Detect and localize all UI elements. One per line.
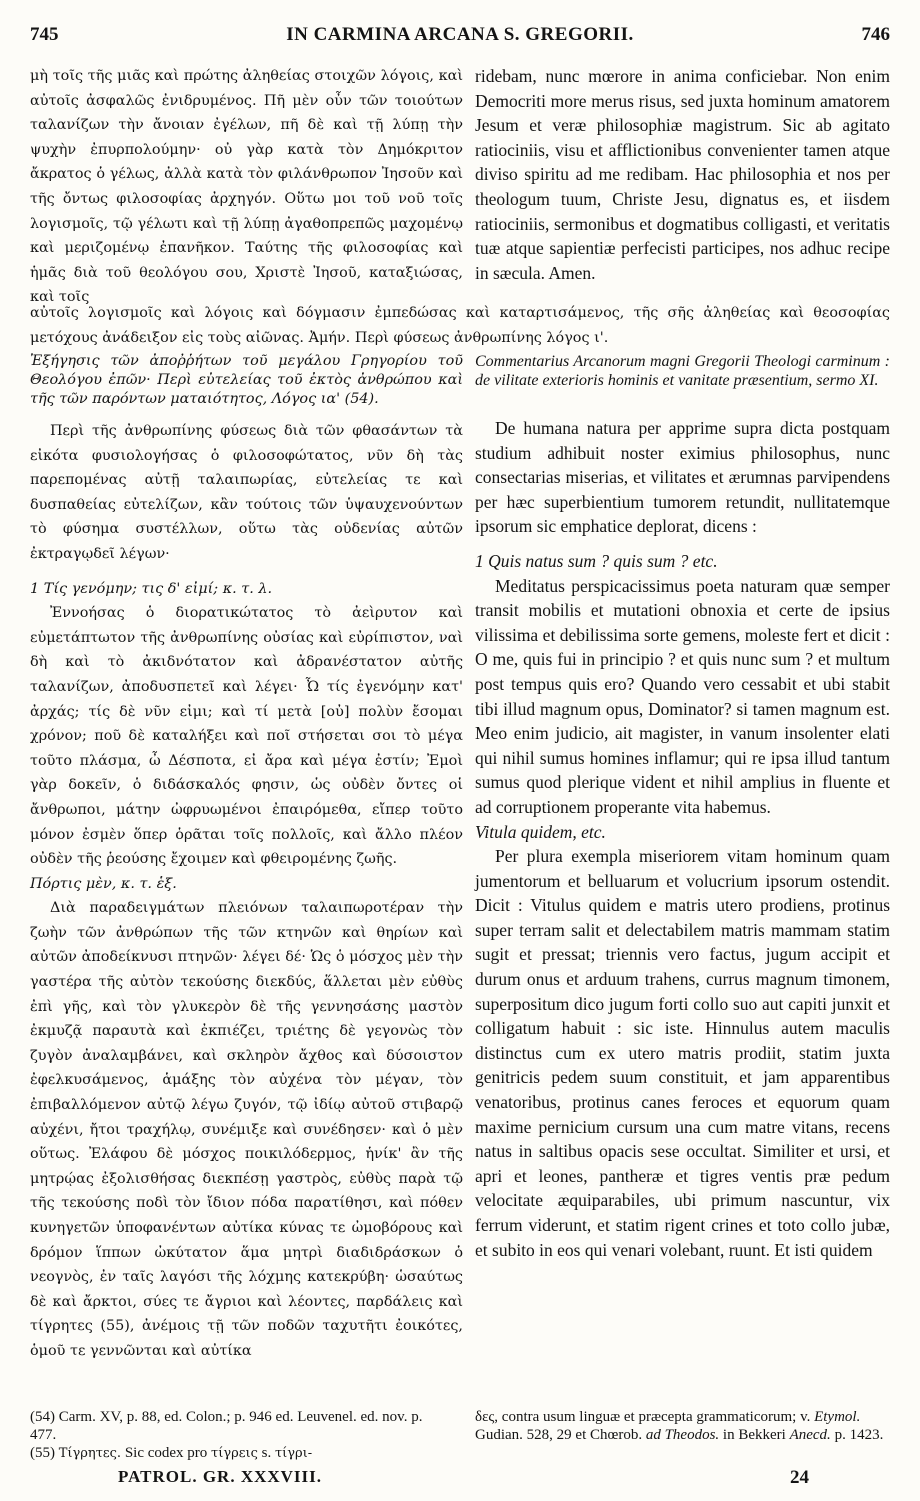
signature-mark: 24 <box>790 1467 809 1488</box>
page-number-right: 746 <box>861 24 890 45</box>
spanning-greek-lines <box>30 301 890 350</box>
greek-paragraph: Διὰ παραδειγμάτων πλειόνων ταλαιπωροτέραν τὴν ζωὴν τῶν ἀνθρώπων τῆς τῶν κτηνῶν καὶ θηρίων καὶ αὐτῶν ἀποδείκνυσι πτηνῶν· λέγει δέ· Ὡς ὁ μόσχος μὲν τὴν γαστέρα τῆς αὐτὸν τεκούσης διεκδύς, ἅλλεται μὲν εὐθὺς ἐπὶ γῆς, καὶ τὸν γλυκερὸν δὲ τῆς γεννησάσης μαστὸν ἐκμυζᾷ παραυτὰ καὶ ἐκπιέζει, τριέτης δὲ γεγονὼς τὸν ζυγὸν ἀναλαμβάνει, καὶ σκληρὸν ἄχθος καὶ δύσοιστον ἐφελκυσάμενος, ἁμάξης τὸν αὐχένα τὸν μέγαν, τὸν ἐπιβαλλόμενον αὐτῷ λέγω ζυγόν, τῷ ἰδίῳ αὐτοῦ στιβαρῷ αὐχένι, ἤτοι τραχήλῳ, συνέμιξε καὶ συνέδησεν· καὶ ὁ μὲν οὕτως. Ἐλάφου δὲ μόσχος ποικιλόδερμος, ἡνίκ' ἂν τῆς μητρῴας ἐξολισθήσας διεκπέσῃ γαστρὸς, εὐθὺς παρὰ τῷ τῆς τεκούσης ποδὶ τὸν ἴδιον πόδα παρατίθησι, καὶ πόθεν κυνηγετῶν ὑποφανέντων αὐτίκα κύνας τε ὠμοβόρους καὶ δρόμον ἵππων ὠκύτατον ἅμα μητρὶ διαδιδράσκων ὁ νεογνὸς, ἐν ταῖς λαγόσι τῆς λόχμης κατεκρύβη· ὡσαύτως δὲ καὶ ἄρκτοι, σύες τε ἄγριοι καὶ λέοντες, παρδάλεις καὶ τίγρητες (55), ἀνέμοις τῇ τῶν ποδῶν ταχυτῆτι ἐοικότες, ὁμοῦ τε γεννῶνται καὶ αὐτίκα <box>30 900 463 1359</box>
footnote-italic: Etymol. <box>814 1409 861 1425</box>
greek-paragraph: μὴ τοῖς τῆς μιᾶς καὶ πρώτης ἀληθείας στοιχῶν λόγοις, καὶ αὐτοῖς ἀσφαλῶς ἐνιδρυμένος. Πῆ μὲν οὖν τῶν τοιούτων ταλανίζων τὴν ἄνοιαν ἐγέλων, πῆ δὲ καὶ τῇ λύπῃ τὴν ψυχὴν ἐπυρπολούμην· οὐ γὰρ κατὰ τὸν Δημόκριτον ἄκρατος ὁ γέλως, ἀλλὰ κατὰ τὸν φιλάνθρωπον Ἰησοῦν καὶ τῆς ὄντως φιλοσοφίας ἀρχηγόν. Οὕτω μοι τοῦ νοῦ τοῖς λογισμοῖς, τῷ γέλωτι καὶ τῇ λύπῃ ἀγαθοπρεπῶς μαχομένῳ καὶ μεριζομένῳ ἐπανῆκον. Ταύτης τῆς φιλοσοφίας καὶ ἡμᾶς διὰ τοῦ θεολόγου σου, Χριστὲ Ἰησοῦ, καταξιώσας, καὶ τοῖς <box>30 68 463 306</box>
latin-paragraph: Per plura exempla miseriorem vitam hominum quam jumentorum et belluarum et volucrium ipsorum ostendit. Dicit : Vitulus quidem e matris utero prodiens, protinus super terram salit et delectabilem matris mammam statim sugit et pressat; triennis vero factus, jugum accipit et durum onus et arduum trahens, currus magnum timonem, superpositum dico jugum forti collo suo aut capiti junxit et colligatum habuit : sic iste. Hinnulus autem maculis distinctus cum ex utero matris prodiit, statim juxta genitricis pedem suum constituit, et jam apparentibus venatoribus, protinus canes feroces et equorum quam maxime pernicium cursum una cum matre vitans, recens natus in saltibus opacis sese occultat. Similiter et ursi, et apri et leones, pantheræ et tigres ventis præ pedum velocitate æquiparabiles, ubi primum nascuntur, vix ferrum viderunt, et statim rigent crines et toto collo jubæ, et subito in eos qui venari volebant, ruunt. Et isti quidem <box>475 846 890 1260</box>
greek-heading: Ἐξήγησις τῶν ἀποῤῥήτων τοῦ μεγάλου Γρηγορίου τοῦ Θεολόγου ἐπῶν· Περὶ εὐτελείας τοῦ ἐκτὸς ἀνθρώπου καὶ τῆς τῶν παρόντων ματαιότητος, Λόγος ια' (54). <box>30 353 463 407</box>
latin-lemma: Vitula quidem, etc. <box>475 821 606 842</box>
running-header <box>30 24 890 52</box>
greek-closing-paragraph: αὐτοῖς λογισμοῖς καὶ λόγοις καὶ δόγμασιν ἐμπεδώσας καὶ καταρτισάμενος, τῆς σῆς ἀληθείας καὶ θεοσοφίας μετόχους ἀνάδειξον εἰς τοὺς αἰῶνας. Ἀμήν. Περὶ φύσεως ἀνθρωπίνης λόγος ι'. <box>30 305 890 346</box>
footnote-greek: τίγρι- <box>274 1446 313 1461</box>
footnote-54: (54) Carm. XV, p. 88, ed. Colon.; p. 946 ed. Leuvenel. ed. nov. p. 477. <box>30 1409 423 1443</box>
footnote-text: δες, contra usum linguæ et præcepta grammaticorum; v. <box>475 1409 815 1425</box>
footnotes-right <box>475 1408 890 1444</box>
running-title: IN CARMINA ARCANA S. GREGORII. <box>286 24 634 45</box>
greek-paragraph: Περὶ τῆς ἀνθρωπίνης φύσεως διὰ τῶν φθασάντων τὰ εἰκότα φυσιολογήσας ὁ φιλοσοφώτατος, νῦν δὴ τὰς παρεπομένας αὐτῇ ταλαιπωρίας, εὐτελείας τε καὶ δυσπαθείας εὐτελίζων, κἂν τούτοις τῶν ὑψαυχενούντων τὸ φύσημα συστέλλων, οὕτω τὰς οὐδενίας αὐτῶν ἐκτραγῳδεῖ λέγων· <box>30 423 463 562</box>
greek-column-top <box>30 64 463 310</box>
latin-column-top <box>475 64 890 285</box>
greek-lemma: 1 Τίς γενόμην; τις δ' εἰμί; κ. τ. λ. <box>30 580 273 597</box>
footnote-text: p. 1423. <box>830 1427 884 1443</box>
footnotes-left <box>30 1408 450 1463</box>
greek-column <box>30 352 463 1364</box>
latin-lemma: 1 Quis natus sum ? quis sum ? etc. <box>475 550 718 571</box>
footnote-55 <box>30 1444 450 1463</box>
latin-paragraph: De humana natura per apprime supra dicta postquam studium adhibuit noster eximius philosophus, nunc consectarias miserias, et vilitates et ærumnas parvipendens per hæc superbientium tumorem retundit, nullitatemque ipsorum sic emphatice deplorat, dicens : <box>475 418 890 537</box>
greek-paragraph: Ἐννοήσας ὁ διορατικώτατος τὸ ἀεὶρυτον καὶ εὐμετάπτωτον τῆς ἀνθρωπίνης οὐσίας καὶ εὐρίπιστον, ναὶ δὴ καὶ τὸ ἀκιδνότατον καὶ ἀδρανέστατον αὐτῆς ταλανίζων, ἀποδυσπετεῖ καὶ λέγει· Ὦ τίς ἐγενόμην κατ' ἀρχάς; τίς δὲ νῦν εἰμι; καὶ τί μετὰ [οὐ] πολὺν ἔσομαι χρόνον; ποῦ δὲ καταλήξει καὶ ποῖ στήσεται σοι τὸ μέγα τοῦτο πλάσμα, ὦ Δέσποτα, εἰ ἄρα καὶ μέγα ἐστίν; Ἐμοὶ γὰρ δοκεῖν, ὁ διδάσκαλός φησιν, ὡς οὐδὲν ὄντες οἱ ἄνθρωποι, μάτην ὠφρυωμένοι ἐπαιρόμεθα, εἴπερ τοῦτο μόνον ἐσμὲν ὅπερ ὁρᾶται τοῖς πολλοῖς, καὶ ἄλλο πλέον οὐδὲν τῆς ῥεούσης ἔχοιμεν καὶ φθειρομένης ζωῆς. <box>30 605 463 868</box>
footnote-text: (55) <box>30 1445 59 1461</box>
footnote-text: Sic codex pro <box>121 1445 212 1461</box>
latin-paragraph: Meditatus perspicacissimus poeta naturam quæ semper transit mobilis et mutationi obnoxia et certe de ipsius vilissima et debilissima sorte gemens, moleste fert et dicit : O me, quis fui in principio ? et quis nunc sum ? et multum post tempus quis ero? Quando vero cessabit et ubi stabit tibi illud magnum opus, Dominator? si tamen magnum est. Meo enim judicio, ait magister, in vanum insolenter elati qui nihil sumus homines inflamur; qui re ipsa illud tantum sumus quod plerique vident et nihil amplius in fluente et ad corruptionem properante vita habemus. <box>475 575 890 817</box>
greek-lemma: Πόρτις μὲν, κ. τ. ἑξ. <box>30 875 177 892</box>
footnote-greek: Τίγρητες. <box>58 1446 122 1461</box>
footnote-text: in Bekkeri <box>719 1427 790 1443</box>
latin-column <box>475 352 890 1262</box>
footnote-greek: τίγρεις <box>211 1446 258 1461</box>
printer-signature: PATROL. GR. XXXVIII. <box>118 1467 323 1486</box>
footnote-italic: Anecd. <box>789 1427 831 1443</box>
latin-paragraph: ridebam, nunc mœrore in anima conficiebar. Non enim Democriti more merus risus, sed juxta hominum amatorem Jesum et veræ philosophiæ magistrum. Sic ab agitato ratiociniis, visu et afflictionibus convenienter tamen atque diviso spiritu ad me redibam. Hac philosophia et nos per theologum tuum, Christe Jesu, dignatus es, et iisdem ratiociniis, sermonibus et dogmatibus colligasti, et veritatis tuæ atque sapientiæ perfecisti participes, nos adhuc recipe in sæcula. Amen. <box>475 66 890 283</box>
footnote-italic: ad Theodos. <box>645 1427 720 1443</box>
page-number-left: 745 <box>30 24 59 45</box>
latin-heading: Commentarius Arcanorum magni Gregorii Theologi carminum : de vilitate exterioris hominis et vanitate præsentium, sermo XI. <box>475 353 890 389</box>
footnote-text: s. <box>257 1445 275 1461</box>
footnote-text: Gudian. 528, 29 et Chœrob. <box>475 1427 646 1443</box>
